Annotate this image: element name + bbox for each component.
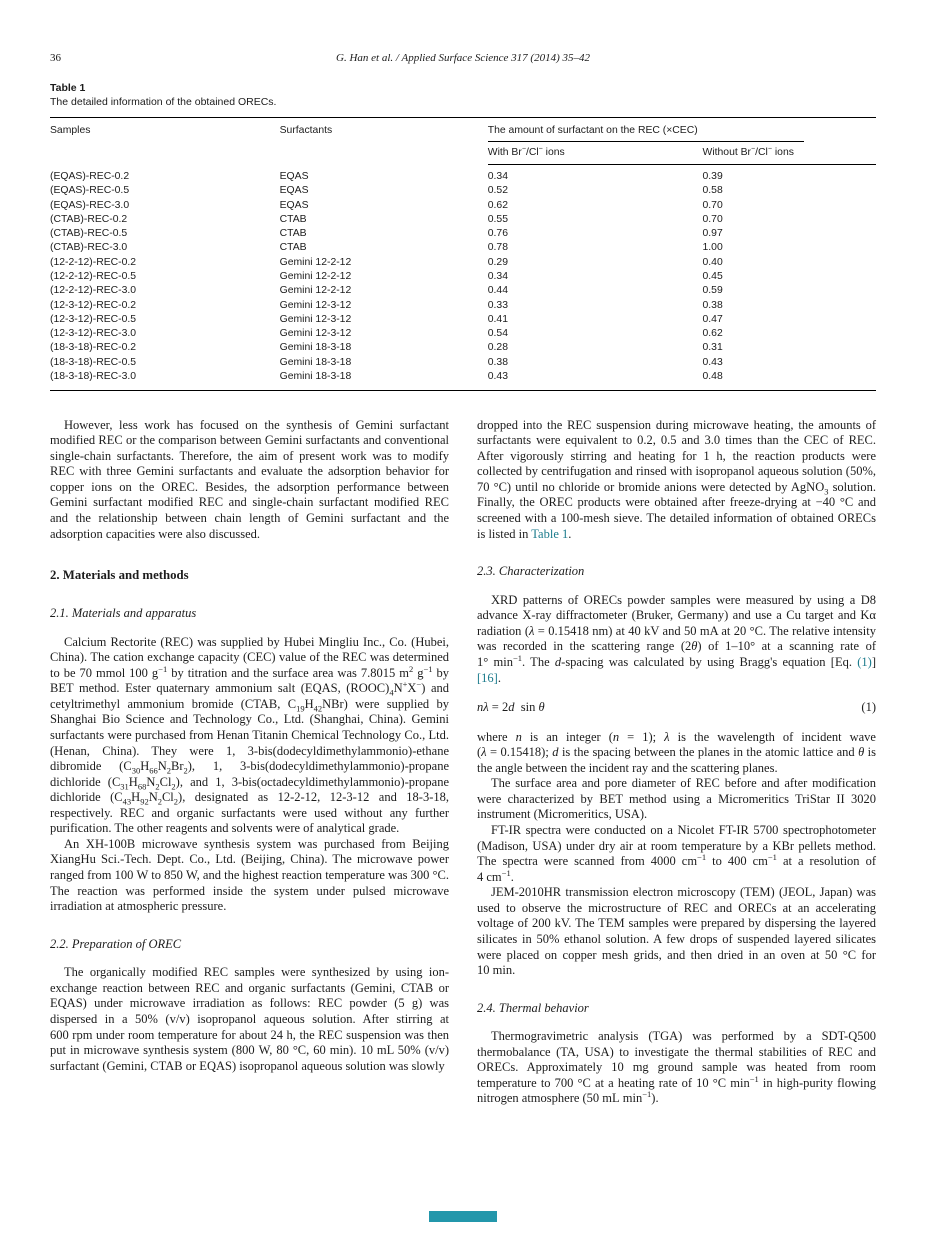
surfactant-cell: Gemini 18-3-18	[279, 342, 352, 354]
sample-cell: (18-3-18)-REC-0.2	[50, 342, 137, 354]
without-ions-cell: 0.48	[702, 370, 723, 382]
with-ions-cell: 0.29	[487, 256, 508, 268]
cross-reference-link[interactable]: Table 1	[531, 526, 569, 541]
table-row	[50, 342, 876, 356]
table-row	[50, 165, 876, 185]
table-row	[50, 270, 876, 284]
surfactant-cell: CTAB	[279, 213, 307, 225]
paragraph-materials-2: An XH-100B microwave synthesis system was purchased from Beijing XiangHu Sci.-Tech. Dept. Co., Ltd. (Beijing, China). The microwave power ranged from 100 W to 850 W, and the highest reaction temperature was 300 °C. The reaction was performed inside the system under pulsed microwave irradiation at atmospheric pressure.	[50, 836, 449, 914]
sample-cell: (EQAS)-REC-0.5	[50, 185, 130, 197]
without-ions-cell: 0.62	[702, 328, 723, 340]
without-ions-cell: 0.97	[702, 228, 723, 240]
sample-cell: (12-2-12)-REC-0.5	[50, 270, 137, 282]
surfactant-cell: Gemini 12-2-12	[279, 270, 352, 282]
paragraph-materials-1: Calcium Rectorite (REC) was supplied by Hubei Mingliu Inc., Co. (Hubei, China). The cation exchange capacity (CEC) value of the REC was determined to be 70 mmol 100 $g^{-1}$ by titration and the surface area was 7.8015 $m^2$ $g^{-1}$ by BET method. Ester quaternary ammonium salt (EQAS, $(ROOC)_4N^+X^-$) and cetyltrimethyl ammonium bromide (CTAB, $C_{19}H_{42}NBr$) were supplied by Shanghai Bio Science and Technology Co., Ltd. (Shanghai, China). Gemini surfactants were purchased from Henan Titanin Chemical Technology Co., Ltd. (Henan, China). They were 1, 3-bis(dodecyldimethylammonio)-ethane dibromide $(C_{30}H_{66}N_2Br_2)$, 1, 3-bis(dodecyldimethylammonio)-propane dichloride $(C_{31}H_{68}N_2Cl_2)$, and 1, 3-bis(octadecyldimethylammonio)-propane dichloride $(C_{43}H_{92}N_2Cl_2)$, designated as 12-2-12, 12-3-12 and 18-3-18, respectively. REC and organic surfactants were used without any further purification. The other reagents and solvents were of analytical grade.	[50, 634, 450, 836]
page-number: 36	[50, 52, 61, 64]
left-column	[50, 418, 449, 1107]
without-ions-cell: 0.70	[702, 199, 723, 211]
surfactant-cell: Gemini 18-3-18	[279, 370, 352, 382]
surfactant-cell: Gemini 12-3-12	[279, 328, 352, 340]
table1	[50, 117, 876, 391]
surfactant-cell: CTAB	[279, 228, 307, 240]
surfactant-cell: Gemini 12-2-12	[279, 256, 352, 268]
heading-materials-and-apparatus: 2.1. Materials and apparatus	[50, 606, 197, 621]
heading-characterization: 2.3. Characterization	[477, 564, 585, 579]
surfactant-cell: EQAS	[279, 199, 309, 211]
with-ions-cell: 0.34	[487, 270, 508, 282]
with-ions-cell: 0.76	[487, 228, 508, 240]
without-ions-cell: 0.45	[702, 270, 723, 282]
table-row	[50, 299, 876, 313]
with-ions-cell: 0.43	[487, 370, 508, 382]
table-row	[50, 313, 876, 327]
sample-cell: (12-2-12)-REC-3.0	[50, 285, 137, 297]
heading-preparation-of-orec: 2.2. Preparation of OREC	[50, 936, 182, 951]
table1-block	[50, 82, 876, 391]
table-row	[50, 284, 876, 298]
equation-1	[477, 700, 876, 716]
heading-materials-and-methods: 2. Materials and methods	[50, 568, 189, 583]
paragraph-preparation-1: The organically modified REC samples were synthesized by using ion-exchange reaction between REC and organic surfactants (Gemini, CTAB or EQAS) under microwave irradiation as follows: REC powder (5 g) was dispersed in a 50% (v/v) isopropanol aqueous solution. After stirring at 600 rpm under room temperature for about 24 h, the REC suspension was then put in microwave synthesis system (800 W, 80 °C, 60 min). 10 mL 50% (v/v) surfactant (Gemini, CTAB or EQAS) isopropanol aqueous solution was slowly	[50, 965, 449, 1073]
surfactant-cell: Gemini 12-3-12	[279, 313, 352, 325]
with-ions-cell: 0.52	[487, 185, 508, 197]
heading-thermal-behavior: 2.4. Thermal behavior	[477, 1000, 589, 1015]
col-header-amount-group	[488, 118, 876, 143]
equation-1-body: nλ = 2d sin θ	[477, 700, 545, 715]
col-header-surfactants: Surfactants	[279, 125, 333, 136]
paragraph-preparation-continued: dropped into the REC suspension during microwave heating, the amounts of surfactants were equivalent to 0.2, 0.5 and 3.0 times than the CEC of REC. After vigorously stirring and heating for 1 h, the reaction products were collected by centrifugation and rinsed with isopropanol aqueous solution (50%, 70 °C) until no chloride or bromide anions were detected by AgNO$_3$ solution. Finally, the OREC products were obtained after freeze-drying at −40 °C and screened with a 100-mesh sieve. The detailed information of obtained ORECs is listed in Table 1.	[477, 417, 876, 541]
paragraph-tem: JEM-2010HR transmission electron microscopy (TEM) (JEOL, Japan) was used to observe the microstructure of REC and ORECs at an accelerating voltage of 200 kV. The TEM samples were prepared by dispersing the layered silicates in 50% ethanol solution. A few drops of suspended layered silicates were placed on copper mesh grids, and then dried in an oven at 50 °C for 10 min.	[477, 885, 876, 978]
table1-label: Table 1	[50, 82, 86, 94]
with-ions-cell: 0.78	[487, 242, 508, 254]
table-row	[50, 199, 876, 213]
cross-reference-link[interactable]: (1)	[857, 654, 872, 669]
col-header-with-ions: With Br−/Cl− ions	[488, 142, 703, 165]
paragraph-tga: Thermogravimetric analysis (TGA) was performed by a SDT-Q500 thermobalance (TA, USA) to investigate the thermal stabilities of REC and ORECs. Approximately 10 mg ground sample was heated from room temperature to 700 °C at a heating rate of 10 °C $\min^{-1}$ in high-purity flowing nitrogen atmosphere (50 mL $\min^{-1}$).	[477, 1029, 876, 1106]
paragraph-bet: The surface area and pore diameter of REC before and after modification were characterized by BET method using a Micromeritics TriStar II 3020 instrument (Micromeritics, USA).	[477, 776, 876, 822]
sample-cell: (12-3-12)-REC-0.5	[50, 313, 137, 325]
without-ions-cell: 0.40	[702, 256, 723, 268]
sample-cell: (EQAS)-REC-3.0	[50, 199, 130, 211]
col-header-samples: Samples	[50, 125, 91, 136]
sample-cell: (EQAS)-REC-0.2	[50, 170, 130, 182]
with-ions-cell: 0.54	[487, 328, 508, 340]
surfactant-cell: CTAB	[279, 242, 307, 254]
table-row	[50, 213, 876, 227]
article-body	[50, 418, 876, 1107]
col-header-without-ions: Without Br−/Cl− ions	[703, 142, 876, 165]
table1-caption: The detailed information of the obtained ORECs.	[50, 96, 277, 108]
surfactant-cell: Gemini 12-2-12	[279, 285, 352, 297]
without-ions-cell: 1.00	[702, 242, 723, 254]
without-ions-cell: 0.58	[702, 185, 723, 197]
sample-cell: (CTAB)-REC-0.5	[50, 228, 128, 240]
with-ions-cell: 0.55	[487, 213, 508, 225]
page-footer-mark	[429, 1211, 497, 1222]
with-ions-cell: 0.34	[487, 171, 508, 182]
with-ions-cell: 0.62	[487, 199, 508, 211]
without-ions-cell: 0.59	[702, 285, 723, 297]
equation-1-number: (1)	[861, 700, 876, 715]
surfactant-cell: EQAS	[279, 170, 309, 182]
sample-cell: (12-2-12)-REC-0.2	[50, 256, 137, 268]
running-header	[50, 52, 876, 66]
table-row	[50, 227, 876, 241]
paragraph-intro: However, less work has focused on the synthesis of Gemini surfactant modified REC or the comparison between Gemini surfactants and conventional single-chain surfactants. Therefore, the aim of present work was to modify REC with three Gemini surfactants and evaluate the adsorption behavior for copper ions on the OREC. Besides, the adsorption performance between Gemini surfactant modified REC and single-chain surfactant modified REC and the relationship between chain length of Gemini surfactant and the adsorption capacities were also discussed.	[50, 417, 449, 541]
surfactant-cell: Gemini 12-3-12	[279, 299, 352, 311]
table-row	[50, 242, 876, 256]
sample-cell: (18-3-18)-REC-0.5	[50, 356, 137, 368]
without-ions-cell: 0.38	[702, 299, 723, 311]
cross-reference-link[interactable]: [16]	[477, 670, 498, 685]
without-ions-cell: 0.47	[702, 313, 723, 325]
paragraph-equation-explanation: where n is an integer (n = 1); λ is the wavelength of incident wave (λ = 0.15418); d is the spacing between the planes in the atomic lattice and θ is the angle between the incident ray and the scattering planes.	[477, 729, 877, 775]
with-ions-cell: 0.28	[487, 342, 508, 354]
sample-cell: (12-3-12)-REC-3.0	[50, 328, 137, 340]
table1-body	[50, 165, 876, 391]
without-ions-cell: 0.39	[702, 171, 723, 182]
paragraph-xrd: XRD patterns of ORECs powder samples were measured by using a D8 advance X-ray diffractometer (Bruker, Germany) and use a Cu target and Kα radiation (λ = 0.15418 nm) at 40 kV and 50 mA at 20 °C. The relative intensity was recorded in the scattering range (2θ) of 1–10° at a scanning rate of 1° $\min^{-1}$. The d-spacing was calculated by using Bragg's equation [Eq. (1)][16].	[477, 592, 876, 685]
sample-cell: (CTAB)-REC-0.2	[50, 213, 128, 225]
paragraph-ftir: FT-IR spectra were conducted on a Nicolet FT-IR 5700 spectrophotometer (Madison, USA) under dry air at room temperature by a KBr pellets method. The spectra were scanned from 4000 $cm^{-1}$ to 400 $cm^{-1}$ at a resolution of 4 $cm^{-1}$.	[477, 823, 876, 884]
without-ions-cell: 0.43	[702, 356, 723, 368]
with-ions-cell: 0.38	[487, 356, 508, 368]
table-row	[50, 356, 876, 370]
table-row	[50, 184, 876, 198]
table-row	[50, 256, 876, 270]
without-ions-cell: 0.31	[702, 342, 723, 354]
right-column	[477, 418, 876, 1107]
sample-cell: (12-3-12)-REC-0.2	[50, 299, 137, 311]
surfactant-cell: Gemini 18-3-18	[279, 356, 352, 368]
table-row	[50, 370, 876, 390]
with-ions-cell: 0.41	[487, 313, 508, 325]
without-ions-cell: 0.70	[702, 213, 723, 225]
col-header-amount-group-label: The amount of surfactant on the REC (×CEC)	[488, 125, 804, 142]
table-row	[50, 327, 876, 341]
with-ions-cell: 0.44	[487, 285, 508, 297]
sample-cell: (CTAB)-REC-3.0	[50, 242, 128, 254]
with-ions-cell: 0.33	[487, 299, 508, 311]
running-head: G. Han et al. / Applied Surface Science 317 (2014) 35–42	[336, 52, 590, 64]
surfactant-cell: EQAS	[279, 185, 309, 197]
sample-cell: (18-3-18)-REC-3.0	[50, 370, 137, 382]
